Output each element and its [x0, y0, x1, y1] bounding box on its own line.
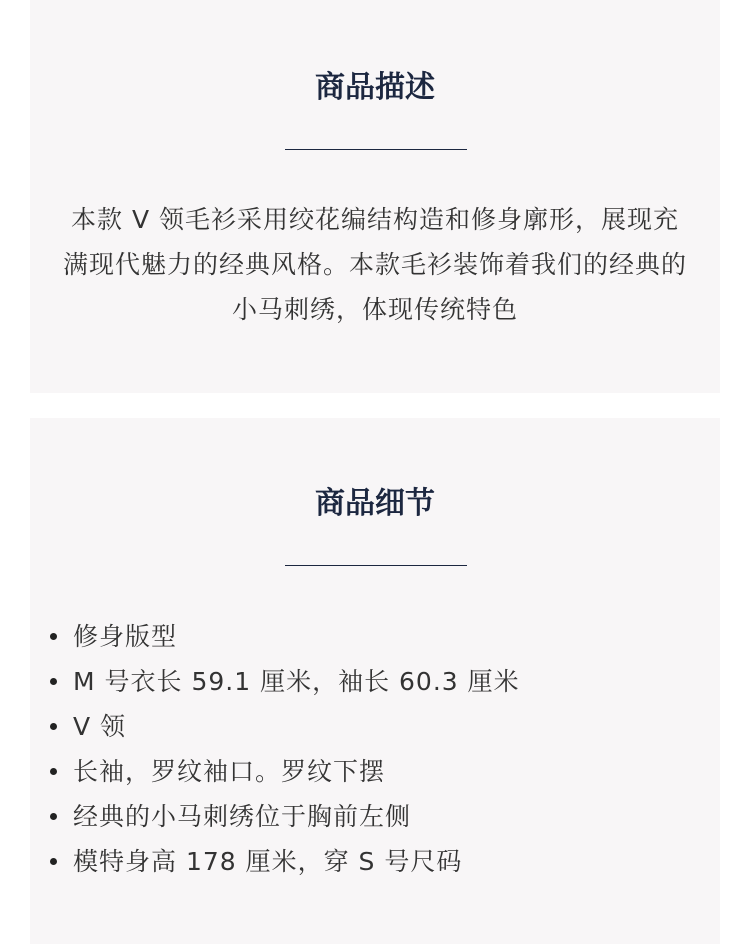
bullet-icon	[50, 813, 57, 820]
detail-item	[46, 704, 520, 749]
details-divider	[285, 565, 467, 566]
detail-item-text: V 领	[73, 712, 127, 741]
details-list	[46, 614, 520, 884]
bullet-icon	[50, 678, 57, 685]
bullet-icon	[50, 768, 57, 775]
detail-item	[46, 749, 520, 794]
product-description-section	[30, 0, 720, 393]
bullet-icon	[50, 723, 57, 730]
description-text: 本款 V 领毛衫采用绞花编结构造和修身廓形，展现充满现代魅力的经典风格。本款毛衫装饰着我们的经典的小马刺绣，体现传统特色	[62, 205, 687, 324]
bullet-icon	[50, 858, 57, 865]
description-title: 商品描述	[315, 70, 435, 105]
detail-item-text: 模特身高 178 厘米，穿 S 号尺码	[73, 847, 463, 876]
detail-item-text: 长袖，罗纹袖口。罗纹下摆	[73, 757, 386, 786]
detail-item-text: 经典的小马刺绣位于胸前左侧	[73, 802, 412, 831]
details-title: 商品细节	[315, 486, 435, 521]
detail-item-text: 修身版型	[73, 622, 178, 651]
detail-item	[46, 839, 520, 884]
detail-item	[46, 659, 520, 704]
detail-item	[46, 614, 520, 659]
product-details-section	[30, 418, 720, 944]
description-divider	[285, 149, 467, 150]
detail-item-text: M 号衣长 59.1 厘米，袖长 60.3 厘米	[73, 667, 520, 696]
detail-item	[46, 794, 520, 839]
bullet-icon	[50, 633, 57, 640]
